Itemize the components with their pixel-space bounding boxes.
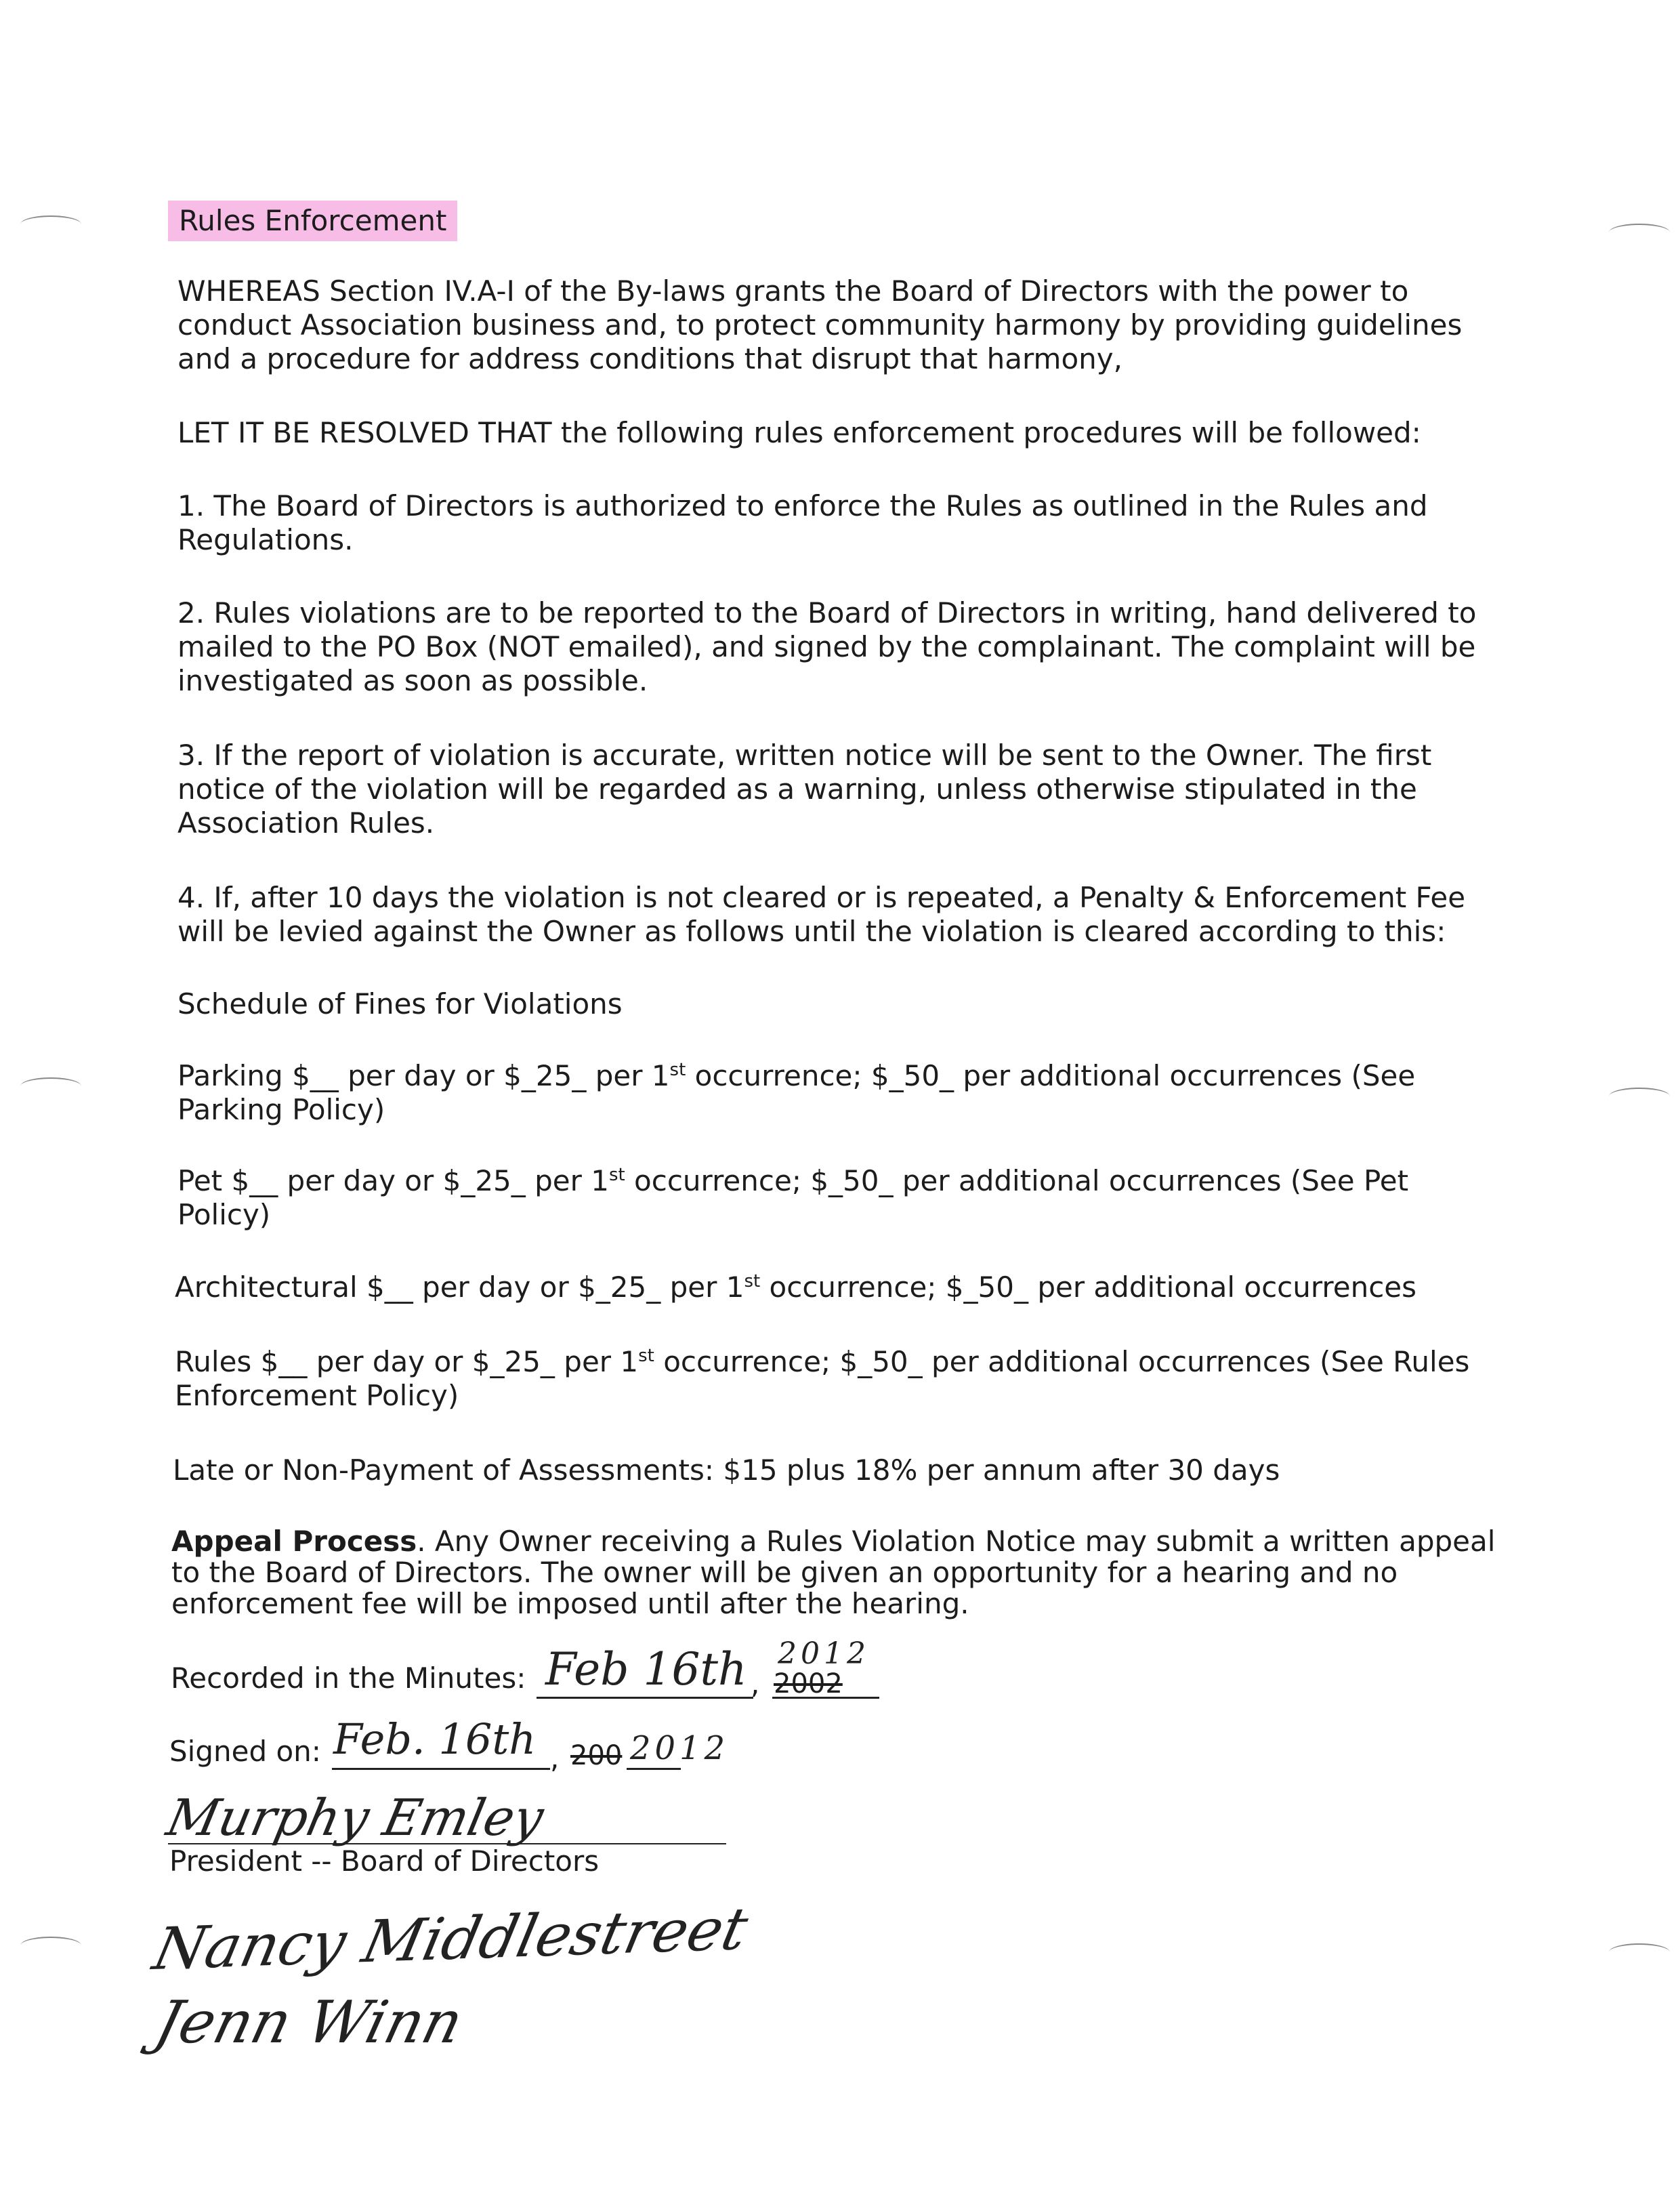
fine-parking: Parking $__ per day or $_25_ per 1st occurrence; $_50_ per additional occurrences (See Parking Policy): [177, 1059, 1416, 1126]
resolved-paragraph: LET IT BE RESOLVED THAT the following rules enforcement procedures will be followed:: [177, 416, 1421, 449]
signed-year-hand: 2012: [630, 1729, 730, 1767]
scan-mark: [20, 215, 81, 233]
list-item: 1. The Board of Directors is authorized to enforce the Rules as outlined in the Rules and Regulations.: [177, 489, 1428, 556]
scan-mark: [20, 1077, 81, 1095]
fine-rules: Rules $__ per day or $_25_ per 1st occurrence; $_50_ per additional occurrences (See Rules Enforcement Policy): [175, 1345, 1470, 1412]
recorded-year-hand: 2012: [778, 1636, 870, 1671]
signature: Jenn Winn: [148, 1989, 470, 2057]
late-payment: Late or Non-Payment of Assessments: $15 plus 18% per annum after 30 days: [173, 1453, 1280, 1487]
recorded-hand-date: Feb 16th: [545, 1643, 747, 1695]
signed-year-printed: 200: [570, 1740, 623, 1771]
scan-mark: [1609, 224, 1670, 241]
list-item: 3. If the report of violation is accurate, written notice will be sent to the Owner. The first notice of the violation will be regarded as a warning, unless otherwise stipulated in the Association Rules.: [177, 739, 1432, 840]
recorded-label: Recorded in the Minutes:: [171, 1661, 526, 1695]
schedule-heading: Schedule of Fines for Violations: [177, 987, 623, 1020]
president-label: President -- Board of Directors: [169, 1844, 600, 1878]
whereas-paragraph: WHEREAS Section IV.A-I of the By-laws grants the Board of Directors with the power to conduct Association business and, to protect community harmony by providing guidelines and a procedure for address conditions that disrupt that harmony,: [177, 274, 1463, 375]
signed-comma: ,: [550, 1741, 560, 1775]
president-signature-line: [168, 1808, 726, 1844]
appeal-paragraph: Appeal Process. Any Owner receiving a Rules Violation Notice may submit a written appeal to the Board of Directors. The owner will be given an opportunity for a hearing and no enforcement fee will be imposed until after the hearing.: [171, 1525, 1496, 1620]
signed-label: Signed on:: [169, 1735, 321, 1768]
signed-hand-date: Feb. 16th: [333, 1714, 537, 1764]
recorded-comma: ,: [751, 1667, 760, 1700]
scan-mark: [20, 1937, 81, 1954]
fine-architectural: Architectural $__ per day or $_25_ per 1st occurrence; $_50_ per additional occurrences: [175, 1271, 1417, 1304]
president-signature: Murphy Emley: [161, 1789, 549, 1847]
list-item: 2. Rules violations are to be reported to the Board of Directors in writing, hand delivered to mailed to the PO Box (NOT emailed), and signed by the complainant. The complaint will be investigated as soon as possible.: [177, 596, 1477, 697]
recorded-year-printed: 2002: [774, 1668, 843, 1699]
document-title: Rules Enforcement: [168, 201, 457, 241]
fine-pet: Pet $__ per day or $_25_ per 1st occurrence; $_50_ per additional occurrences (See Pet Policy): [177, 1164, 1409, 1231]
scan-mark: [1609, 1943, 1670, 1961]
scan-mark: [1609, 1088, 1670, 1105]
list-item: 4. If, after 10 days the violation is not cleared or is repeated, a Penalty & Enforcement Fee will be levied against the Owner as follows until the violation is cleared according to this:: [177, 881, 1466, 948]
appeal-heading: Appeal Process: [171, 1525, 417, 1558]
signature: Nancy Middlestreet: [147, 1895, 754, 1984]
